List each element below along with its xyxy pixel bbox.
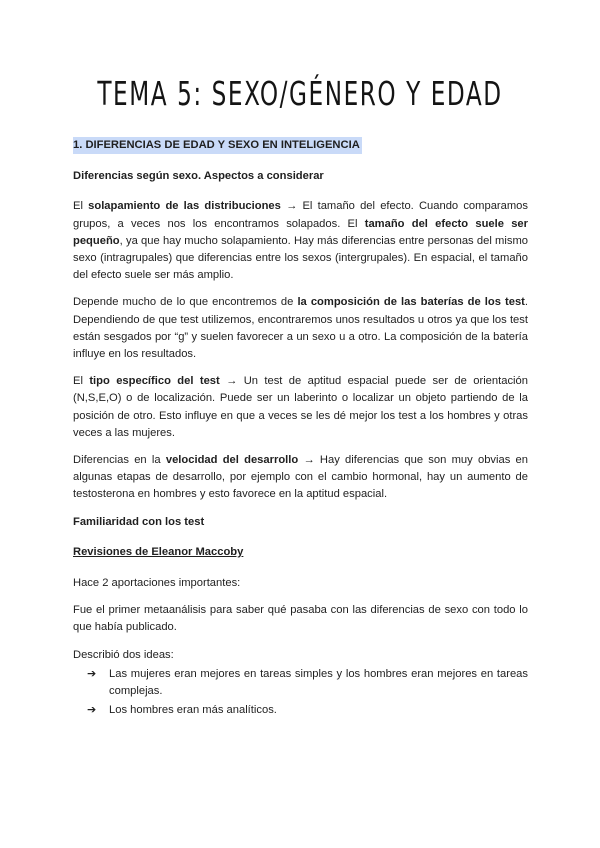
arrow-right-icon: ➔ [87, 704, 97, 717]
paragraph-development-speed: Diferencias en la velocidad del desarrollo → Hay diferencias que son muy obvias en algunas etapas de desarrollo, por ejemplo con el cambio hormonal, hay un aumento de testosterona en hombres y esto favorece en la aptitud espacial. [73, 454, 529, 501]
subheading-familiarity: Familiaridad con los test [73, 515, 205, 528]
document-body [73, 137, 528, 721]
paragraph-contributions: Hace 2 aportaciones importantes: [73, 577, 241, 590]
subheading-maccoby: Revisiones de Eleanor Maccoby [73, 545, 244, 558]
paragraph-meta-analysis: Fue el primer metaanálisis para saber qué pasaba con las diferencias de sexo con todo lo que había publicado. [73, 604, 528, 634]
list-item: ➔ Las mujeres eran mejores en tareas simples y los hombres eran mejores en tareas complejas. [87, 667, 528, 698]
page-title: TEMA 5: SEXO/GÉNERO Y EDAD [97, 74, 503, 113]
paragraph-two-ideas: Describió dos ideas: [73, 648, 174, 661]
ideas-list [73, 666, 528, 720]
paragraph-test-type: El tipo específico del test → Un test de aptitud espacial puede ser de orientación (N,S,E,O) o de localización. Puede ser un laberinto o localizar un objeto partiendo de la posición de otro. Esto influye en que a veces se les dé mejor los test a los hombres y otras veces a las mujeres. [73, 375, 528, 439]
subheading-differences: Diferencias según sexo. Aspectos a considerar [73, 170, 324, 183]
list-item: ➔ Los hombres eran más analíticos. [87, 702, 528, 719]
arrow-right-icon: ➔ [87, 667, 97, 680]
section-heading: 1. DIFERENCIAS DE EDAD Y SEXO EN INTELIGENCIA [73, 137, 362, 154]
paragraph-composition: Depende mucho de lo que encontremos de la composición de las baterías de los test. Dependiendo de que test utilizemos, encontraremos unos resultados u otros ya que los test están sesgados por “g” y suelen favorecer a un sexo u a otro. La composición de la batería influye en los resultados. [73, 296, 529, 361]
paragraph-overlap: El solapamiento de las distribuciones → El tamaño del efecto. Cuando comparamos grupos, a veces nos los encontramos solapados. El tamaño del efecto suele ser pequeño, ya que hay mucho solapamiento. Hay más diferencias entre personas del mismo sexo (intragrupales) que diferencias entre los sexos (intergrupales). En espacial, el tamaño del efecto suele ser más amplio. [73, 200, 528, 282]
